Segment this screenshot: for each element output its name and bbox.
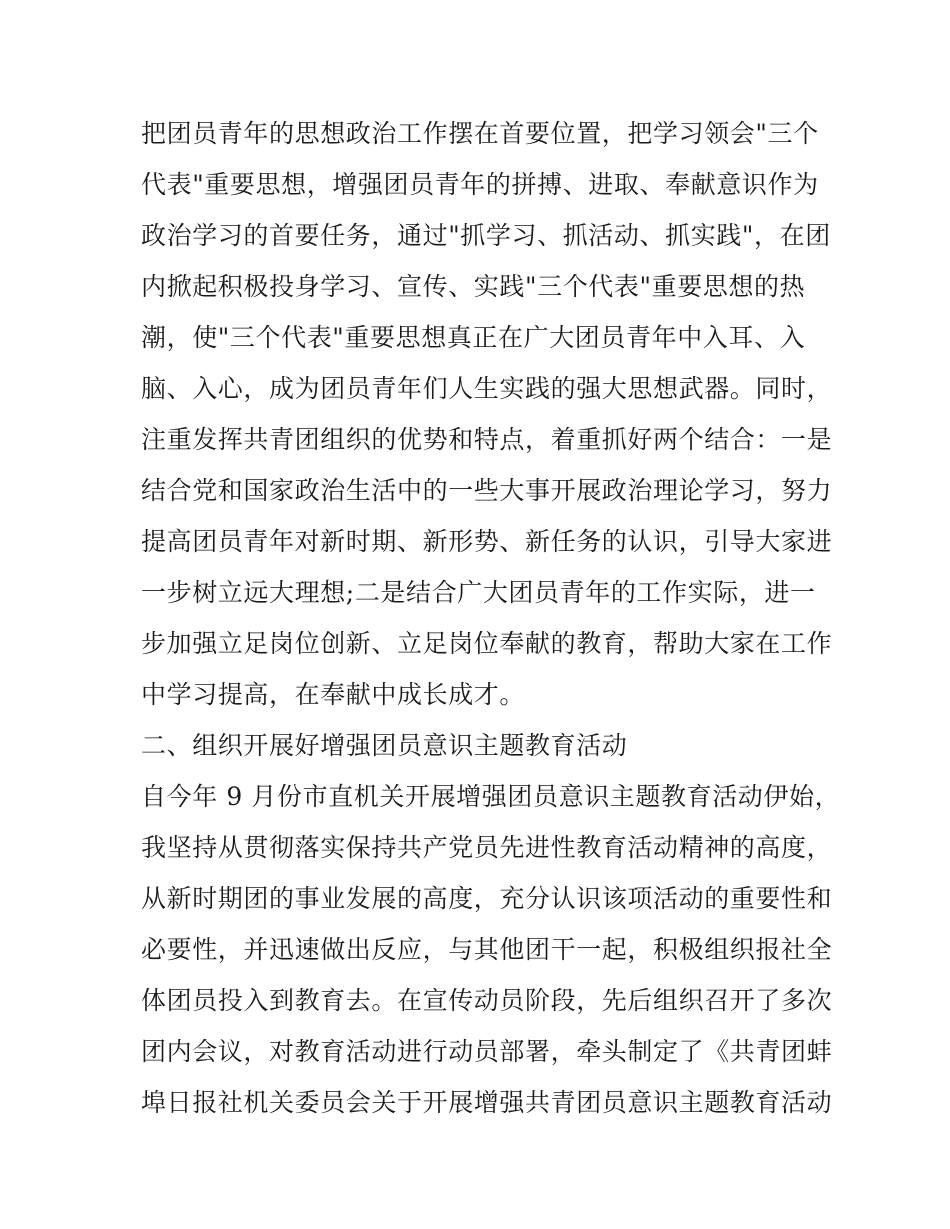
text-line: 代表"重要思想，增强团员青年的拼搏、进取、奉献意识作为: [141, 170, 819, 199]
text-line: 结合党和国家政治生活中的一些大事开展政治理论学习，努力: [141, 476, 833, 505]
text-line: 自今年 9 月份市直机关开展增强团员意识主题教育活动伊始，: [141, 782, 841, 811]
text-line: 提高团员青年对新时期、新形势、新任务的认识，引导大家进: [141, 527, 833, 556]
document-body: [141, 108, 841, 1128]
text-line: 脑、入心，成为团员青年们人生实践的强大思想武器。同时，: [141, 374, 833, 403]
text-line: 注重发挥共青团组织的优势和特点，着重抓好两个结合：一是: [141, 425, 833, 454]
text-line: 步加强立足岗位创新、立足岗位奉献的教育，帮助大家在工作: [141, 629, 833, 658]
text-line: 必要性，并迅速做出反应，与其他团干一起，积极组织报社全: [141, 935, 833, 964]
text-line: 从新时期团的事业发展的高度，充分认识该项活动的重要性和: [141, 884, 833, 913]
text-line: 中学习提高，在奉献中成长成才。: [141, 680, 526, 709]
text-line: 一步树立远大理想;二是结合广大团员青年的工作实际，进一: [141, 578, 816, 607]
text-line: 埠日报社机关委员会关于开展增强共青团员意识主题教育活动: [141, 1088, 833, 1117]
text-line: 把团员青年的思想政治工作摆在首要位置，把学习领会"三个: [141, 119, 819, 148]
text-line: 政治学习的首要任务，通过"抓学习、抓活动、抓实践"，在团: [141, 221, 831, 250]
text-line: 团内会议，对教育活动进行动员部署，牵头制定了《共青团蚌: [141, 1037, 833, 1066]
text-line: 潮，使"三个代表"重要思想真正在广大团员青年中入耳、入: [141, 323, 806, 352]
text-line: 体团员投入到教育去。在宣传动员阶段，先后组织召开了多次: [141, 986, 833, 1015]
section-heading: 二、组织开展好增强团员意识主题教育活动: [141, 731, 628, 760]
text-line: 内掀起积极投身学习、宣传、实践"三个代表"重要思想的热: [141, 272, 806, 301]
text-line: 我坚持从贯彻落实保持共产党员先进性教育活动精神的高度，: [141, 833, 833, 862]
